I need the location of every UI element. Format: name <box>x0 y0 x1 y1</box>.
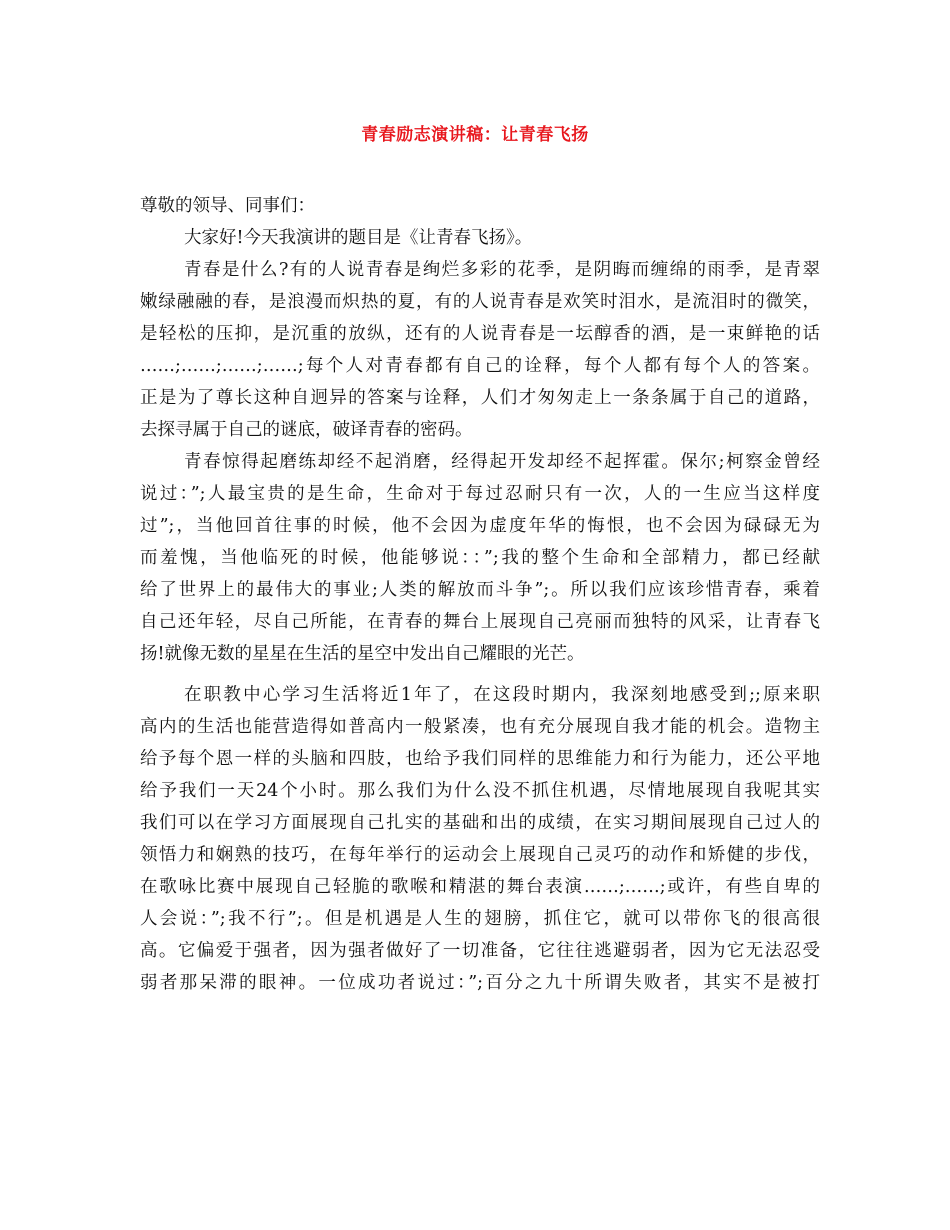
document-body <box>140 190 820 999</box>
paragraph-line: 弱者那呆滞的眼神。一位成功者说过：”;百分之九十所谓失败者，其实不是被打 <box>140 973 820 993</box>
paragraph-line: 去探寻属于自己的谜底，破译青春的密码。 <box>140 420 473 440</box>
paragraph-line: ……;……;……;……;每个人对青春都有自己的诠释，每个人都有每个人的答案。 <box>140 356 820 376</box>
paragraph-line: 高内的生活也能营造得如普高内一般紧凑，也有充分展现自我才能的机会。造物主 <box>140 717 820 737</box>
paragraph-line: 过”;，当他回首往事的时候，他不会因为虚度年华的悔恨，也不会因为碌碌无为 <box>140 516 820 536</box>
paragraph-line: 在歌咏比赛中展现自己轻脆的歌喉和精湛的舞台表演……;……;或许，有些自卑的 <box>140 877 820 897</box>
paragraph-line: 嫩绿融融的春，是浪漫而炽热的夏，有的人说青春是欢笑时泪水，是流泪时的微笑， <box>140 292 820 312</box>
paragraph-line: 在职教中心学习生活将近1年了，在这段时期内，我深刻地感受到;;原来职 <box>184 685 820 705</box>
paragraph-line: 而羞愧，当他临死的时候，他能够说：：”;我的整个生命和全部精力，都已经献 <box>140 548 820 568</box>
paragraph-line: 给予我们一天24个小时。那么我们为什么没不抓住机遇，尽情地展现自我呢其实 <box>140 781 820 801</box>
paragraph-line: 人会说：”;我不行”;。但是机遇是人生的翅膀，抓住它，就可以带你飞的很高很 <box>140 909 820 929</box>
paragraph-line: 大家好!今天我演讲的题目是《让青春飞扬》。 <box>184 228 533 248</box>
paragraph-line: 给予每个恩一样的头脑和四肢，也给予我们同样的思维能力和行为能力，还公平地 <box>140 749 820 769</box>
salutation: 尊敬的领导、同事们： <box>140 196 315 216</box>
paragraph-line: 我们可以在学习方面展现自己扎实的基础和出的成绩，在实习期间展现自己过人的 <box>140 813 820 833</box>
paragraph-line: 给了世界上的最伟大的事业;人类的解放而斗争”;。所以我们应该珍惜青春，乘着 <box>140 580 820 600</box>
paragraph-gap <box>140 670 820 679</box>
paragraph-line: 说过：”;人最宝贵的是生命，生命对于每过忍耐只有一次，人的一生应当这样度 <box>140 484 820 504</box>
paragraph-line: 扬!就像无数的星星在生活的星空中发出自己耀眼的光芒。 <box>140 644 585 664</box>
document-title: 青春励志演讲稿：让青春飞扬 <box>361 125 589 145</box>
paragraph-line: 高。它偏爱于强者，因为强者做好了一切准备，它往往逃避弱者，因为它无法忍受 <box>140 941 820 961</box>
paragraph-line: 青春惊得起磨练却经不起消磨，经得起开发却经不起挥霍。保尔;柯察金曾经 <box>184 452 820 472</box>
paragraph-line: 领悟力和娴熟的技巧，在每年举行的运动会上展现自己灵巧的动作和矫健的步伐， <box>140 845 820 865</box>
paragraph-line: 青春是什么?有的人说青春是绚烂多彩的花季，是阴晦而缠绵的雨季，是青翠 <box>184 260 820 280</box>
paragraph-line: 自己还年轻，尽自己所能，在青春的舞台上展现自己亮丽而独特的风采，让青春飞 <box>140 612 820 632</box>
paragraph-line: 是轻松的压抑，是沉重的放纵，还有的人说青春是一坛醇香的酒，是一束鲜艳的话 <box>140 324 820 344</box>
paragraph-line: 正是为了尊长这种自迥异的答案与诠释，人们才匆匆走上一条条属于自己的道路， <box>140 388 820 408</box>
